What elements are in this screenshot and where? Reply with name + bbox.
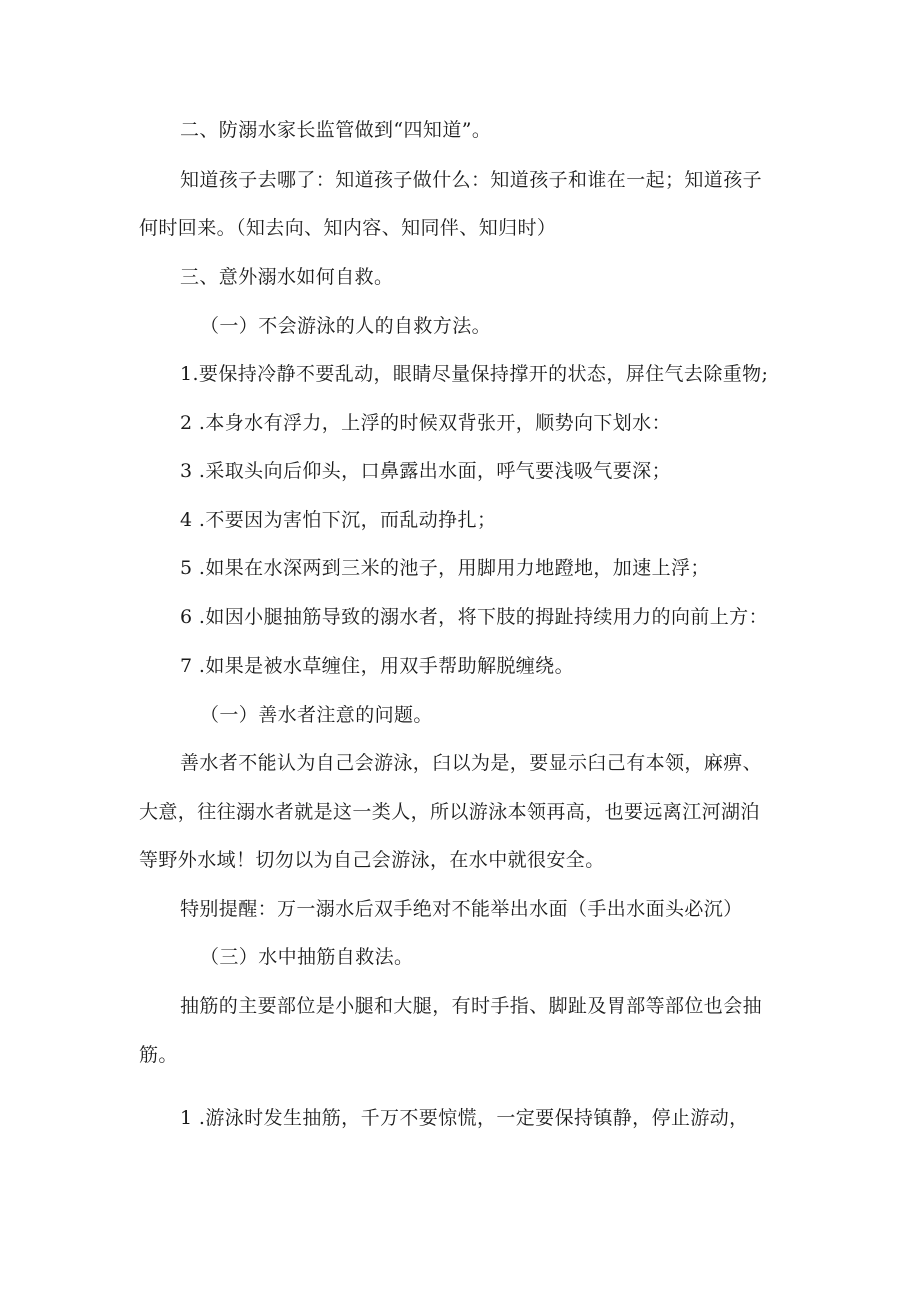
subheading-good-swimmers: （一）善水者注意的问题。 (200, 704, 433, 726)
subheading-cramp-rescue: （三）水中抽筋自救法。 (200, 946, 414, 968)
paragraph-good-swimmers-line-2: 大意，往往溺水者就是这一类人，所以游泳本领再高，也要远离江河湖泊 (139, 801, 760, 823)
paragraph-good-swimmers-line-1: 善水者不能认为自己会游泳，臼以为是，要显示臼己有本领，麻痹、 (180, 752, 763, 774)
list-item-1: 1.要保持冷静不要乱动，眼睛尽量保持撑开的状态，屏住气去除重物; (180, 363, 769, 385)
list-item-2: 2 .本身水有浮力，上浮的时候双背张开，顺势向下划水： (180, 412, 671, 434)
list-item-4: 4 .不要因为害怕下沉，而乱动挣扎； (180, 509, 497, 531)
paragraph-four-knows-line-1: 知道孩子去哪了：知道孩子做什么：知道孩子和谁在一起；知道孩子 (180, 169, 763, 191)
section-heading-parent-supervision: 二、防溺水家长监管做到“四知道”。 (180, 119, 492, 141)
list-item-5: 5 .如果在水深两到三米的池子，用脚用力地蹬地，加速上浮； (180, 557, 710, 579)
paragraph-four-knows-line-2: 何时回来。（知去向、知内容、知同伴、知归时） (139, 217, 557, 239)
section-heading-self-rescue: 三、意外溺水如何自救。 (180, 266, 394, 288)
list-item-6: 6 .如因小腿抽筋导致的溺水者，将下肢的拇趾持续用力的向前上方： (180, 606, 768, 628)
cramp-list-item-1: 1 .游泳时发生抽筋，千万不要惊慌，一定要保持镇静，停止游动， (180, 1107, 749, 1129)
subheading-non-swimmers: （一）不会游泳的人的自救方法。 (200, 315, 492, 337)
list-item-7: 7 .如果是被水草缠住，用双手帮助解脱缠绕。 (180, 655, 574, 677)
paragraph-cramp-line-1: 抽筋的主要部位是小腿和大腿，有时手指、脚趾及胃部等部位也会抽 (180, 995, 763, 1017)
list-item-3: 3 .采取头向后仰头，口鼻露出水面，呼气要浅吸气要深； (180, 460, 671, 482)
paragraph-good-swimmers-line-3: 等野外水域！切勿以为自己会游泳，在水中就很安全。 (139, 849, 605, 871)
paragraph-cramp-line-2: 筋。 (139, 1044, 178, 1066)
special-reminder: 特别提醒：万一溺水后双手绝对不能举出水面（手出水面头必沉） (180, 898, 743, 920)
